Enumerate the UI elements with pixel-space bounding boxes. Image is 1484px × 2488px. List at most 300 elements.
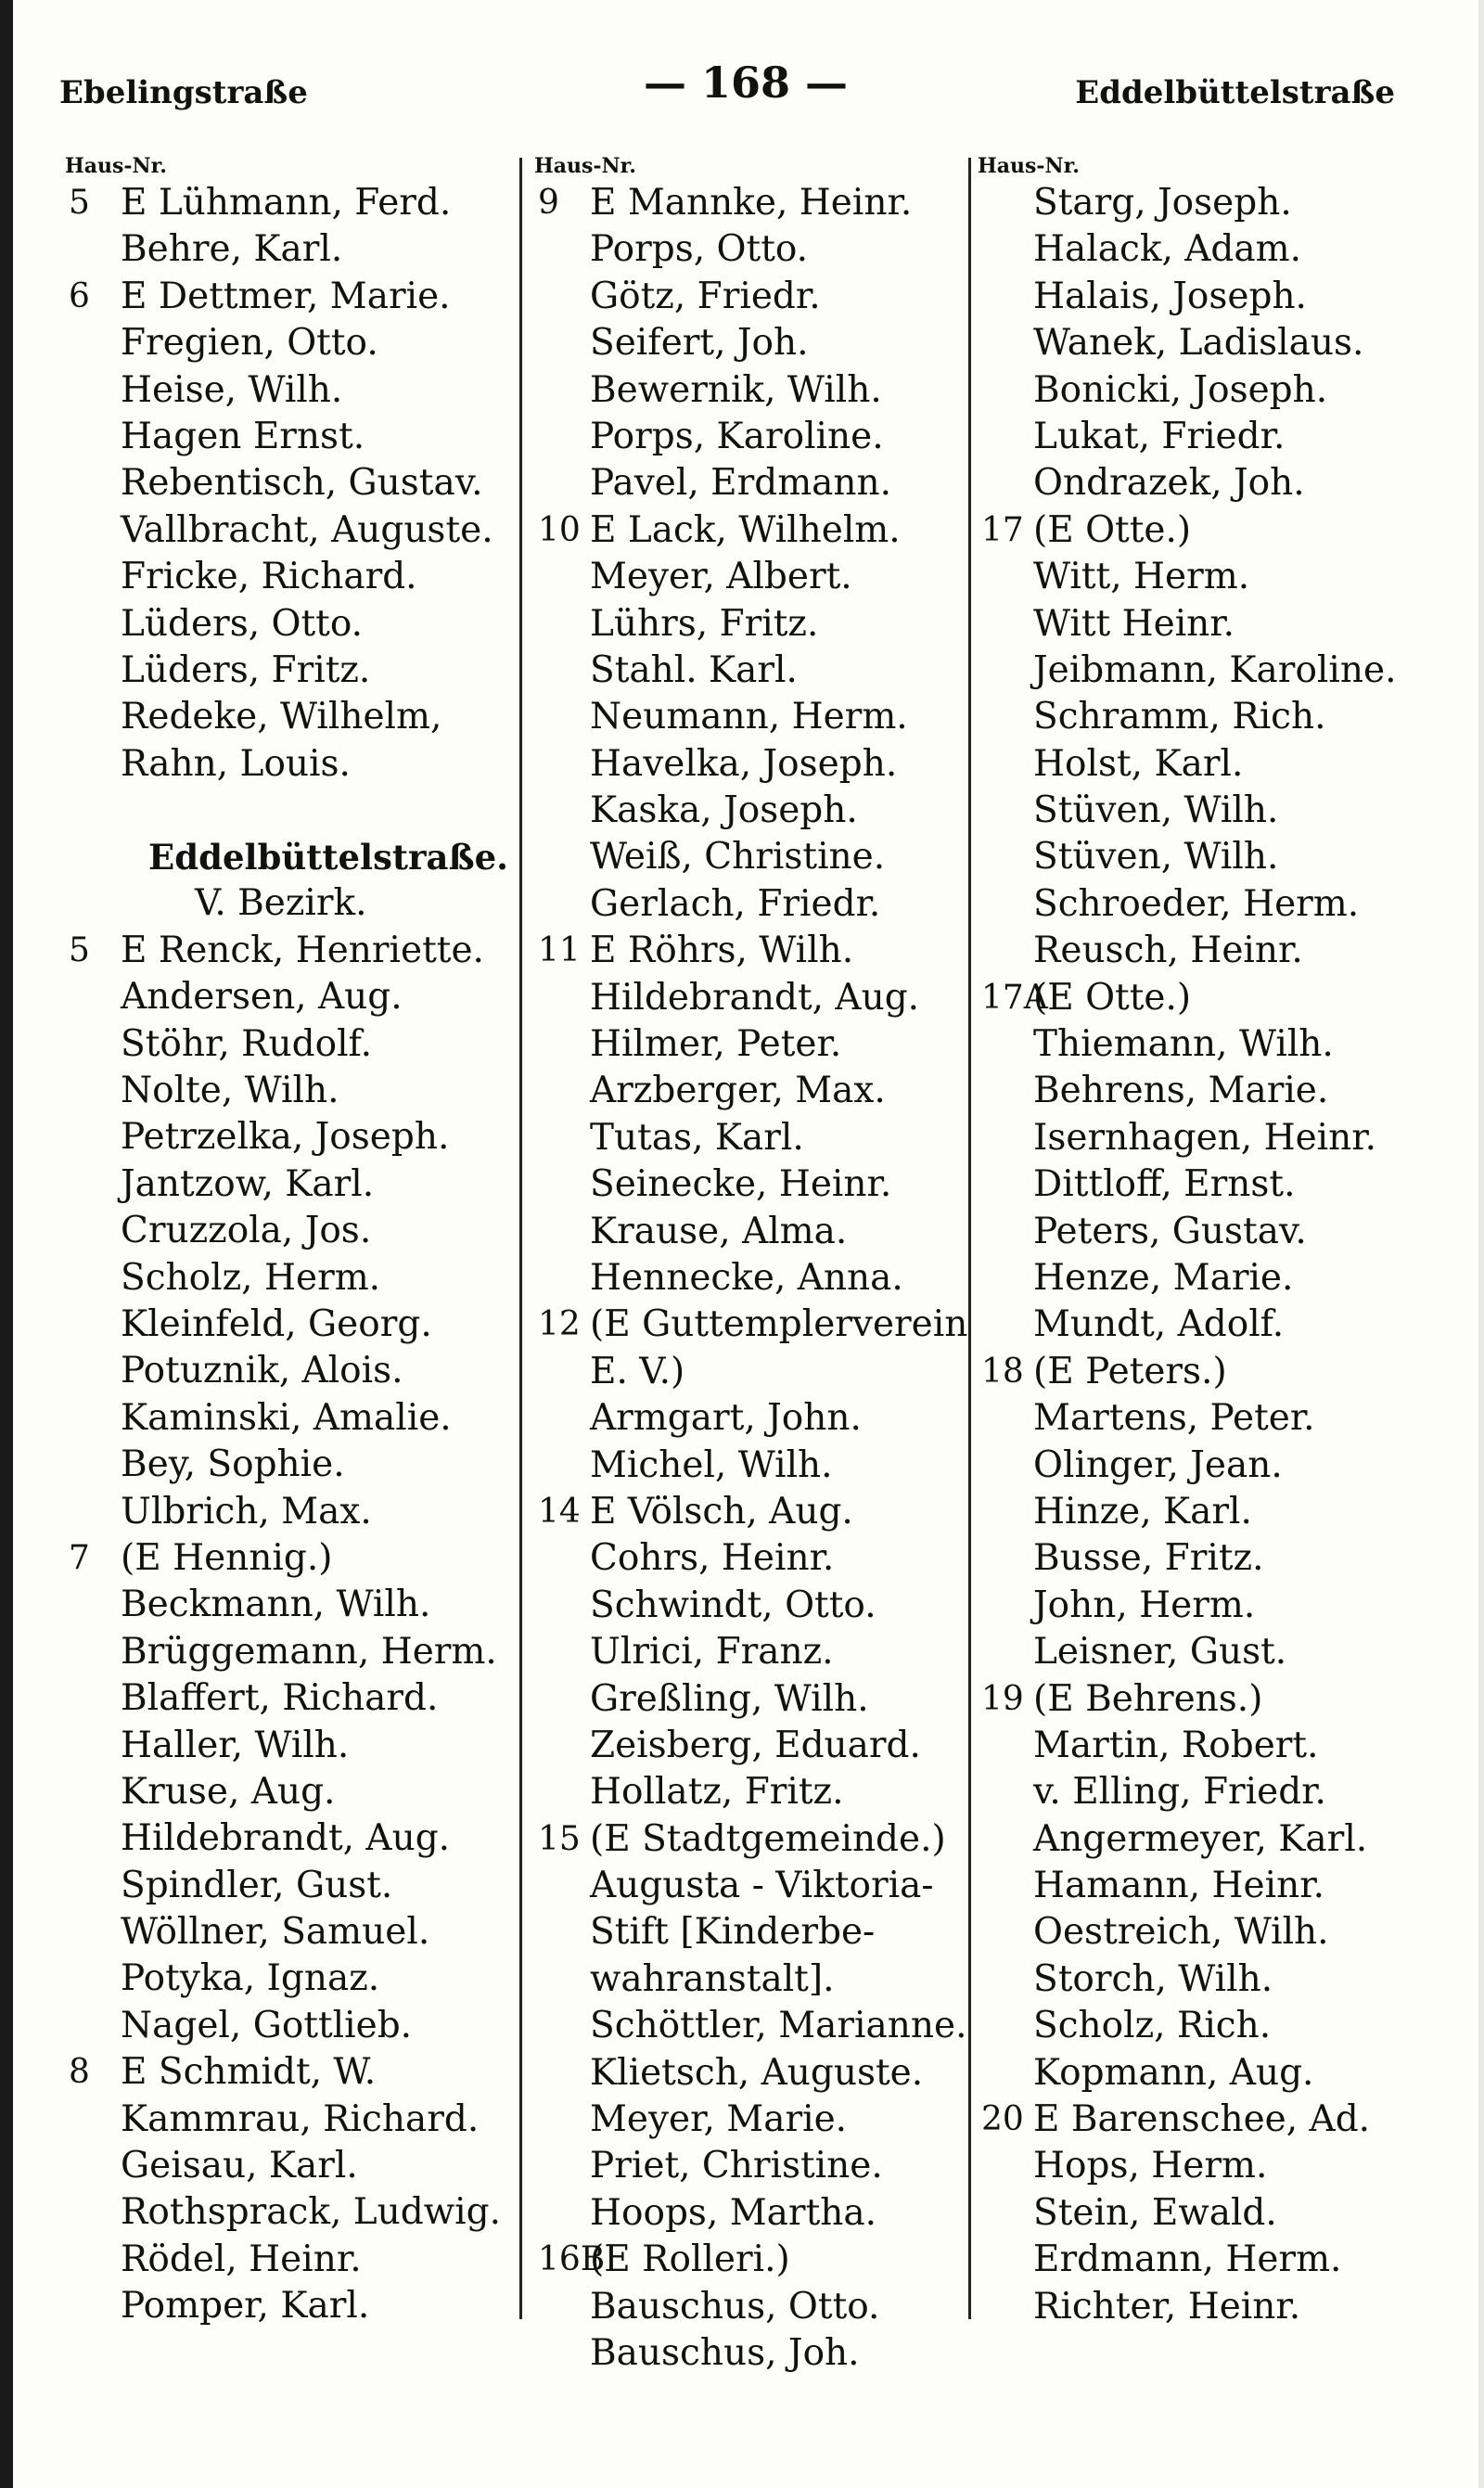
house-number bbox=[65, 2237, 121, 2283]
house-number: 12 bbox=[538, 1305, 581, 1344]
directory-entry bbox=[978, 1302, 1441, 1348]
house-number bbox=[534, 1115, 590, 1161]
house-number bbox=[978, 460, 1033, 507]
directory-entry bbox=[978, 1816, 1441, 1863]
resident-name: Arzberger, Max. bbox=[590, 1070, 886, 1112]
house-number bbox=[978, 2143, 1033, 2189]
resident-name: (E Stadtgemeinde.) bbox=[590, 1817, 946, 1860]
directory-entry bbox=[65, 1302, 519, 1348]
directory-entry bbox=[65, 1815, 519, 1862]
directory-entry bbox=[978, 2237, 1441, 2283]
directory-entry bbox=[65, 367, 519, 414]
directory-entry bbox=[65, 1442, 519, 1488]
directory-entry bbox=[978, 1629, 1441, 1675]
resident-name: Dittloff, Ernst. bbox=[1033, 1163, 1296, 1206]
directory-entry bbox=[65, 648, 519, 694]
resident-name: Schramm, Rich. bbox=[1033, 696, 1326, 738]
directory-entry bbox=[65, 274, 519, 320]
resident-name: Schwindt, Otto. bbox=[590, 1584, 876, 1626]
resident-name: Rahn, Louis. bbox=[121, 742, 351, 785]
directory-entry bbox=[534, 1535, 972, 1582]
house-number bbox=[534, 2097, 590, 2143]
house-number bbox=[65, 601, 121, 648]
resident-name: Angermeyer, Karl. bbox=[1033, 1817, 1368, 1860]
directory-entry bbox=[65, 1489, 519, 1535]
house-number bbox=[534, 741, 590, 788]
house-number bbox=[65, 1395, 121, 1442]
house-number bbox=[978, 1769, 1033, 1815]
resident-name: Hoops, Martha. bbox=[590, 2191, 877, 2234]
house-number-heading: Haus-Nr. bbox=[978, 154, 1080, 178]
house-number bbox=[978, 1161, 1033, 1208]
house-number bbox=[978, 1956, 1033, 2003]
house-number bbox=[65, 1161, 121, 1208]
resident-name: Redeke, Wilhelm, bbox=[121, 696, 442, 738]
house-number bbox=[65, 1068, 121, 1114]
house-number bbox=[978, 741, 1033, 788]
directory-entry bbox=[978, 2003, 1441, 2049]
directory-entry bbox=[978, 694, 1441, 740]
house-number: 6 bbox=[69, 276, 90, 315]
house-number bbox=[534, 1956, 590, 2003]
resident-name: Hops, Herm. bbox=[1033, 2145, 1268, 2187]
resident-name: wahranstalt]. bbox=[590, 1957, 835, 2000]
resident-name: Spindler, Gust. bbox=[121, 1864, 393, 1906]
directory-entry bbox=[978, 1723, 1441, 1769]
resident-name: Tutas, Karl. bbox=[590, 1116, 804, 1159]
house-number bbox=[65, 974, 121, 1020]
resident-name: (E Peters.) bbox=[1033, 1350, 1227, 1392]
directory-entry bbox=[978, 2143, 1441, 2189]
resident-name: E Schmidt, W. bbox=[121, 2051, 377, 2094]
resident-name: Bewernik, Wilh. bbox=[590, 368, 882, 411]
directory-entry bbox=[534, 788, 972, 834]
directory-entry bbox=[978, 180, 1441, 226]
house-number bbox=[65, 1863, 121, 1909]
house-number bbox=[65, 1348, 121, 1394]
house-number: 8 bbox=[69, 2053, 90, 2092]
house-number: 5 bbox=[69, 930, 90, 969]
house-number bbox=[534, 1161, 590, 1208]
resident-name: Cruzzola, Jos. bbox=[121, 1210, 372, 1252]
resident-name: Cohrs, Heinr. bbox=[590, 1537, 835, 1580]
resident-name: Weiß, Christine. bbox=[590, 836, 886, 878]
directory-entry bbox=[534, 1115, 972, 1161]
resident-name: Erdmann, Herm. bbox=[1033, 2238, 1342, 2281]
directory-entry bbox=[978, 1489, 1441, 1535]
resident-name: Oestreich, Wilh. bbox=[1033, 1911, 1329, 1954]
house-number bbox=[65, 1302, 121, 1348]
directory-entry bbox=[65, 1863, 519, 1909]
resident-name: Henze, Marie. bbox=[1033, 1256, 1294, 1299]
resident-name: Pavel, Erdmann. bbox=[590, 462, 892, 505]
directory-entry bbox=[534, 648, 972, 694]
resident-name: Potuznik, Alois. bbox=[121, 1350, 403, 1392]
directory-entry bbox=[978, 1676, 1441, 1723]
resident-name: Leisner, Gust. bbox=[1033, 1631, 1287, 1674]
resident-name: V. Bezirk. bbox=[195, 882, 367, 925]
directory-entry bbox=[65, 694, 519, 740]
directory-entry bbox=[978, 1255, 1441, 1302]
directory-entry bbox=[978, 1115, 1441, 1161]
house-number bbox=[978, 274, 1033, 320]
directory-entry bbox=[534, 1909, 972, 1956]
resident-name: Andersen, Aug. bbox=[121, 976, 403, 1019]
directory-entry bbox=[978, 601, 1441, 648]
resident-name: Schöttler, Marianne. bbox=[590, 2005, 967, 2047]
house-number-heading: Haus-Nr. bbox=[65, 154, 167, 178]
house-number bbox=[65, 1723, 121, 1769]
resident-name: Hildebrandt, Aug. bbox=[590, 976, 920, 1019]
resident-name: Stüven, Wilh. bbox=[1033, 789, 1279, 832]
resident-name: Hinze, Karl. bbox=[1033, 1490, 1252, 1533]
directory-entry bbox=[978, 367, 1441, 414]
resident-name: Jantzow, Karl. bbox=[121, 1162, 375, 1205]
resident-name: Kopmann, Aug. bbox=[1033, 2051, 1314, 2094]
directory-entry bbox=[534, 1161, 972, 1208]
resident-name: Holst, Karl. bbox=[1033, 742, 1244, 785]
resident-name: Lukat, Friedr. bbox=[1033, 415, 1286, 457]
resident-name: Rebentisch, Gustav. bbox=[121, 462, 483, 505]
resident-name: (E Otte.) bbox=[1033, 976, 1192, 1019]
directory-entry bbox=[65, 1956, 519, 2002]
directory-entry bbox=[65, 1161, 519, 1208]
directory-entry bbox=[65, 414, 519, 460]
directory-entry bbox=[978, 1349, 1441, 1395]
resident-name: Petrzelka, Joseph. bbox=[121, 1116, 450, 1159]
resident-name: (E Rolleri.) bbox=[590, 2238, 790, 2281]
resident-name: Kammrau, Richard. bbox=[121, 2097, 480, 2140]
house-number: 17A bbox=[981, 978, 1048, 1017]
directory-entry bbox=[534, 1769, 972, 1815]
house-number: 9 bbox=[538, 184, 559, 222]
resident-name: Blaffert, Richard. bbox=[121, 1677, 439, 1720]
directory-entry bbox=[534, 928, 972, 974]
resident-name: (E Otte.) bbox=[1033, 508, 1192, 551]
resident-name: Armgart, John. bbox=[590, 1397, 862, 1440]
resident-name: Ondrazek, Joh. bbox=[1033, 462, 1305, 505]
resident-name: Vallbracht, Auguste. bbox=[121, 508, 493, 551]
resident-name: Pomper, Karl. bbox=[121, 2285, 370, 2328]
house-number bbox=[534, 1349, 590, 1395]
column-3 bbox=[978, 156, 1441, 2330]
house-number bbox=[534, 1909, 590, 1956]
directory-entry bbox=[534, 507, 972, 554]
resident-name: John, Herm. bbox=[1033, 1584, 1256, 1626]
resident-name: Zeisberg, Eduard. bbox=[590, 1724, 921, 1766]
resident-name: Greßling, Wilh. bbox=[590, 1677, 869, 1720]
house-number bbox=[534, 1863, 590, 1909]
directory-entry bbox=[978, 554, 1441, 600]
house-number: 18 bbox=[981, 1352, 1024, 1391]
resident-name: Halais, Joseph. bbox=[1033, 275, 1307, 317]
house-number bbox=[534, 2143, 590, 2189]
house-number bbox=[978, 1395, 1033, 1442]
directory-entry bbox=[65, 1769, 519, 1815]
house-number bbox=[978, 1863, 1033, 1909]
directory-entry bbox=[534, 460, 972, 507]
directory-entry bbox=[978, 1395, 1441, 1442]
resident-name: Fricke, Richard. bbox=[121, 556, 417, 598]
resident-name: Lüders, Fritz. bbox=[121, 648, 371, 691]
directory-entry bbox=[65, 1208, 519, 1254]
house-number bbox=[978, 1723, 1033, 1769]
resident-name: v. Elling, Friedr. bbox=[1033, 1771, 1326, 1814]
directory-entry bbox=[534, 2330, 972, 2377]
resident-name: Gerlach, Friedr. bbox=[590, 882, 881, 925]
resident-name: Geisau, Karl. bbox=[121, 2145, 358, 2187]
directory-entry bbox=[65, 180, 519, 226]
resident-name: Busse, Fritz. bbox=[1033, 1537, 1264, 1580]
directory-entry bbox=[534, 1302, 972, 1348]
resident-name: Priet, Christine. bbox=[590, 2145, 883, 2187]
resident-name: Starg, Joseph. bbox=[1033, 182, 1292, 224]
directory-entry bbox=[65, 601, 519, 648]
directory-entry bbox=[65, 2097, 519, 2143]
resident-name: Martin, Robert. bbox=[1033, 1724, 1319, 1766]
house-number bbox=[534, 834, 590, 880]
house-number bbox=[65, 1208, 121, 1254]
house-number bbox=[534, 601, 590, 648]
directory-entry bbox=[65, 1348, 519, 1394]
directory-entry bbox=[978, 1161, 1441, 1208]
house-number bbox=[65, 2003, 121, 2049]
directory-entry bbox=[65, 1582, 519, 1628]
directory-entry bbox=[65, 741, 519, 788]
resident-name: Heise, Wilh. bbox=[121, 368, 343, 411]
resident-name: Bonicki, Joseph. bbox=[1033, 368, 1328, 411]
header-left-street: Ebelingstraße bbox=[59, 74, 308, 111]
resident-name: Halack, Adam. bbox=[1033, 228, 1302, 271]
directory-entry bbox=[978, 1769, 1441, 1815]
directory-entry bbox=[65, 2003, 519, 2049]
resident-name: E Mannke, Heinr. bbox=[590, 182, 913, 224]
directory-entry bbox=[534, 601, 972, 648]
house-number bbox=[534, 2190, 590, 2237]
directory-entry bbox=[65, 554, 519, 600]
house-number bbox=[65, 507, 121, 554]
resident-name: E Dettmer, Marie. bbox=[121, 275, 451, 317]
resident-name: Seinecke, Heinr. bbox=[590, 1163, 892, 1206]
house-number bbox=[978, 1115, 1033, 1161]
directory-entry bbox=[978, 741, 1441, 788]
directory-entry bbox=[534, 694, 972, 740]
house-number bbox=[978, 1068, 1033, 1114]
house-number bbox=[65, 1442, 121, 1488]
resident-name: Haller, Wilh. bbox=[121, 1724, 350, 1766]
resident-name: Hamann, Heinr. bbox=[1033, 1865, 1324, 1907]
directory-entry bbox=[978, 1535, 1441, 1582]
house-number: 14 bbox=[538, 1492, 581, 1531]
house-number bbox=[978, 180, 1033, 226]
directory-entry bbox=[65, 1675, 519, 1722]
house-number bbox=[534, 320, 590, 366]
house-number bbox=[65, 2097, 121, 2143]
house-number bbox=[65, 1815, 121, 1862]
resident-name: Martens, Peter. bbox=[1033, 1397, 1315, 1440]
directory-entry bbox=[65, 2143, 519, 2189]
directory-entry bbox=[534, 2003, 972, 2049]
house-number bbox=[534, 881, 590, 928]
house-number bbox=[978, 1209, 1033, 1255]
house-number bbox=[65, 834, 121, 880]
resident-name: (E Guttemplerverein bbox=[590, 1303, 968, 1346]
house-number bbox=[534, 274, 590, 320]
resident-name: Bey, Sophie. bbox=[121, 1443, 345, 1486]
house-number: 16B bbox=[538, 2240, 606, 2279]
house-number bbox=[978, 1909, 1033, 1956]
resident-name: Bauschus, Joh. bbox=[590, 2331, 860, 2374]
resident-name: Neumann, Herm. bbox=[590, 696, 908, 738]
directory-entry bbox=[534, 741, 972, 788]
resident-name: Seifert, Joh. bbox=[590, 322, 809, 365]
directory-entry bbox=[65, 1535, 519, 1582]
resident-name: Wöllner, Samuel. bbox=[121, 1911, 430, 1954]
directory-entry bbox=[534, 554, 972, 600]
column-1 bbox=[65, 156, 519, 2330]
resident-name: Krause, Alma. bbox=[590, 1210, 848, 1252]
resident-name: Nolte, Wilh. bbox=[121, 1070, 339, 1112]
directory-entry bbox=[65, 1068, 519, 1114]
house-number bbox=[65, 694, 121, 740]
column-2 bbox=[534, 156, 972, 2377]
resident-name: Meyer, Albert. bbox=[590, 556, 852, 598]
house-number bbox=[65, 1114, 121, 1161]
directory-entry bbox=[65, 2189, 519, 2236]
house-number: 17 bbox=[981, 510, 1024, 549]
house-number bbox=[534, 554, 590, 600]
house-number bbox=[978, 1443, 1033, 1489]
house-number bbox=[534, 1395, 590, 1442]
resident-name: Stein, Ewald. bbox=[1033, 2191, 1277, 2234]
directory-entry bbox=[534, 1443, 972, 1489]
house-number-heading: Haus-Nr. bbox=[534, 154, 636, 178]
house-number bbox=[65, 1675, 121, 1722]
house-number bbox=[534, 788, 590, 834]
house-number: 5 bbox=[69, 184, 90, 222]
resident-name: Bauschus, Otto. bbox=[590, 2285, 880, 2328]
house-number bbox=[978, 1489, 1033, 1535]
house-number bbox=[534, 1769, 590, 1815]
street-heading bbox=[65, 834, 519, 880]
resident-name: Fregien, Otto. bbox=[121, 322, 378, 365]
house-number bbox=[534, 1676, 590, 1723]
resident-name: Hollatz, Fritz. bbox=[590, 1771, 844, 1814]
house-number bbox=[65, 1489, 121, 1535]
house-number bbox=[65, 320, 121, 366]
directory-entry bbox=[534, 2237, 972, 2283]
resident-name: Behre, Karl. bbox=[121, 228, 343, 271]
resident-name: Ulbrich, Max. bbox=[121, 1490, 372, 1533]
directory-entry bbox=[65, 1395, 519, 1442]
resident-name: Hagen Ernst. bbox=[121, 415, 365, 457]
house-number bbox=[978, 1583, 1033, 1629]
house-number bbox=[65, 1021, 121, 1068]
house-number bbox=[534, 1021, 590, 1068]
house-number bbox=[978, 834, 1033, 880]
house-number: 19 bbox=[981, 1679, 1024, 1718]
house-number bbox=[978, 1302, 1033, 1348]
directory-entry bbox=[534, 2097, 972, 2143]
resident-name: Lührs, Fritz. bbox=[590, 602, 819, 645]
resident-name: Porps, Otto. bbox=[590, 228, 809, 271]
house-number bbox=[534, 1629, 590, 1675]
house-number bbox=[978, 1021, 1033, 1068]
resident-name: Kleinfeld, Georg. bbox=[121, 1302, 432, 1345]
resident-name: (E Behrens.) bbox=[1033, 1677, 1263, 1720]
resident-name: (E Hennig.) bbox=[121, 1536, 333, 1579]
directory-entry bbox=[65, 460, 519, 507]
directory-entry bbox=[978, 1583, 1441, 1629]
resident-name: Storch, Wilh. bbox=[1033, 1957, 1273, 2000]
resident-name: Behrens, Marie. bbox=[1033, 1070, 1329, 1112]
house-number bbox=[978, 2003, 1033, 2049]
house-number: 11 bbox=[538, 931, 581, 970]
district-heading bbox=[65, 880, 519, 927]
directory-entry bbox=[978, 881, 1441, 928]
house-number bbox=[65, 2283, 121, 2329]
directory-entry bbox=[534, 367, 972, 414]
directory-entry bbox=[978, 834, 1441, 880]
house-number bbox=[978, 1255, 1033, 1302]
house-number bbox=[978, 1535, 1033, 1582]
resident-name: Brüggemann, Herm. bbox=[121, 1630, 497, 1673]
resident-name: Schroeder, Herm. bbox=[1033, 882, 1360, 925]
resident-name: Rothsprack, Ludwig. bbox=[121, 2191, 501, 2234]
directory-entry bbox=[65, 1114, 519, 1161]
directory-entry bbox=[978, 975, 1441, 1021]
resident-name: Hennecke, Anna. bbox=[590, 1256, 903, 1299]
house-number bbox=[978, 414, 1033, 460]
resident-name: Potyka, Ignaz. bbox=[121, 1957, 380, 2000]
directory-entry bbox=[534, 1816, 972, 1863]
directory-entry bbox=[65, 928, 519, 974]
resident-name: Nagel, Gottlieb. bbox=[121, 2004, 413, 2046]
directory-entry bbox=[978, 226, 1441, 273]
directory-entry bbox=[978, 507, 1441, 554]
directory-entry bbox=[65, 974, 519, 1020]
house-number bbox=[65, 460, 121, 507]
house-number: 20 bbox=[981, 2100, 1024, 2139]
house-number bbox=[65, 741, 121, 788]
house-number bbox=[65, 414, 121, 460]
directory-entry bbox=[534, 1676, 972, 1723]
house-number bbox=[65, 554, 121, 600]
directory-entry bbox=[534, 2143, 972, 2189]
resident-name: Lüders, Otto. bbox=[121, 602, 364, 645]
house-number bbox=[978, 1629, 1033, 1675]
house-number bbox=[65, 226, 121, 273]
house-number bbox=[978, 601, 1033, 648]
resident-name: Witt, Herm. bbox=[1033, 556, 1250, 598]
directory-entry bbox=[65, 226, 519, 273]
house-number bbox=[534, 1443, 590, 1489]
house-number bbox=[534, 226, 590, 273]
resident-name: Stift [Kinderbe- bbox=[590, 1911, 876, 1954]
directory-entry bbox=[534, 1956, 972, 2003]
resident-name: Kruse, Aug. bbox=[121, 1770, 336, 1813]
resident-name: Scholz, Herm. bbox=[121, 1256, 381, 1299]
header-right-street: Eddelbüttelstraße bbox=[1075, 74, 1395, 111]
directory-entry bbox=[978, 320, 1441, 366]
directory-entry bbox=[534, 274, 972, 320]
resident-name: Stöhr, Rudolf. bbox=[121, 1022, 372, 1065]
resident-name: Meyer, Marie. bbox=[590, 2098, 848, 2141]
house-number bbox=[534, 414, 590, 460]
directory-entry bbox=[534, 2284, 972, 2330]
house-number bbox=[65, 2143, 121, 2189]
house-number bbox=[65, 2189, 121, 2236]
